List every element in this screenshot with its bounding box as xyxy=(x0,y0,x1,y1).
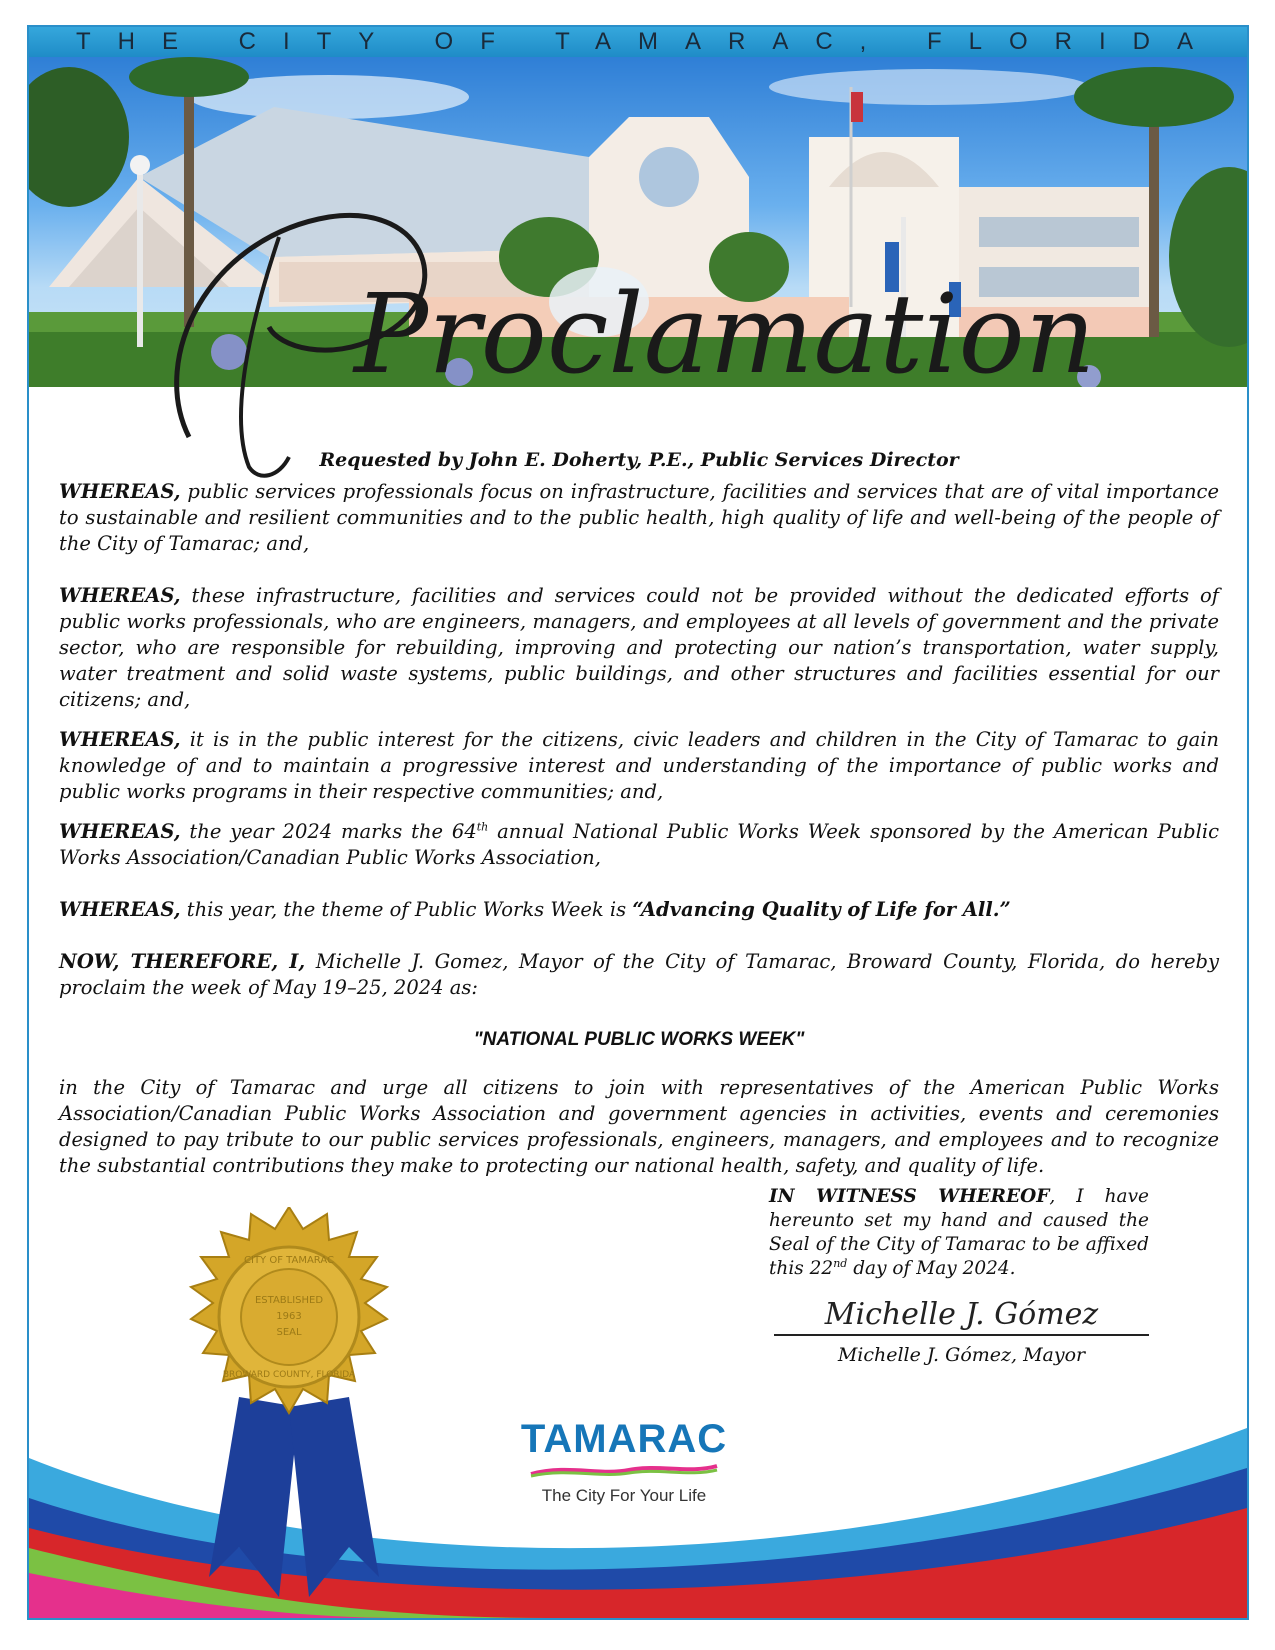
seal-center-line-2: 1963 xyxy=(276,1311,302,1322)
proclamation-text: Proclamation xyxy=(354,270,1096,398)
witness-label: IN WITNESS WHEREOF xyxy=(769,1186,1050,1207)
witness-text: , I have hereunto set my hand and caused the Seal of the City of Tamarac to be affixed this 22 xyxy=(769,1186,1149,1279)
ordinal-suffix: th xyxy=(476,820,489,834)
paragraph-text: public services professionals focus on infrastructure, facilities and services that are of vital importance to sustainable and resilient communities and to the public health, high quality of life and well-being of the people of the City of Tamarac; and, xyxy=(59,480,1219,555)
theme-text: “Advancing Quality of Life for All.” xyxy=(632,898,1011,921)
proclamation-script-title xyxy=(129,177,1229,487)
seal-center-line-3: SEAL xyxy=(276,1327,302,1338)
paragraph-text: Michelle J. Gomez, Mayor of the City of Tamarac, Broward County, Florida, do hereby proclaim the week of May 19–25, 2024 as: xyxy=(59,950,1219,999)
paragraph-text: this year, the theme of Public Works Week is xyxy=(186,898,627,921)
whereas-paragraph-4 xyxy=(59,819,1219,871)
whereas-paragraph-2 xyxy=(59,583,1219,713)
whereas-label: WHEREAS, xyxy=(59,584,181,607)
closing-paragraph: in the City of Tamarac and urge all citizens to join with representatives of the American Public Works Association/Canadian Public Works Association and government agencies in activities, events and ceremonies designed to pay tribute to our public services professionals, engineers, managers, and employees and to recognize the substantial contributions they make to protecting our national health, safety, and quality of life. xyxy=(59,1076,1219,1177)
city-seal xyxy=(169,1207,409,1607)
ordinal-suffix: nd xyxy=(833,1256,848,1270)
title-banner xyxy=(29,27,1247,57)
whereas-label: WHEREAS, xyxy=(59,728,181,751)
witness-text: day of May 2024. xyxy=(847,1258,1016,1279)
whereas-label: WHEREAS, xyxy=(59,898,181,921)
city-title: THE CITY OF TAMARAC, FLORIDA xyxy=(75,28,1221,55)
paragraph-text: the year 2024 marks the 64 xyxy=(189,820,477,843)
now-therefore-paragraph xyxy=(59,949,1219,1001)
seal-top-text: CITY OF TAMARAC xyxy=(244,1255,334,1266)
proclamation-body xyxy=(59,447,1219,1193)
mayor-name: Michelle J. Gómez, Mayor xyxy=(837,1344,1086,1366)
now-therefore-label: NOW, THEREFORE, I, xyxy=(59,950,306,973)
logo-wordmark: TAMARAC xyxy=(520,1417,728,1461)
mayor-signature: Michelle J. Gómez xyxy=(774,1297,1149,1336)
whereas-paragraph-1 xyxy=(59,479,1219,557)
witness-block xyxy=(769,1185,1149,1281)
logo-tagline: The City For Your Life xyxy=(541,1486,707,1505)
tamarac-logo xyxy=(509,1417,739,1506)
paragraph-text: annual National Public Works Week sponsored by the American Public Works Association/Canadian Public Works Association, xyxy=(59,820,1219,869)
whereas-label: WHEREAS, xyxy=(59,820,181,843)
whereas-paragraph-3 xyxy=(59,727,1219,805)
whereas-label: WHEREAS, xyxy=(59,480,181,503)
whereas-paragraph-5 xyxy=(59,897,1219,923)
proclamation-frame xyxy=(27,25,1249,1620)
logo-wave-icon xyxy=(529,1462,719,1478)
seal-bottom-text: BROWARD COUNTY, FLORIDA xyxy=(222,1370,356,1380)
paragraph-text: it is in the public interest for the citizens, civic leaders and children in the City of Tamarac to gain knowledge of and to maintain a progressive interest and understanding of the importance of public works and public works programs in their respective communities; and, xyxy=(59,728,1219,803)
signature-block xyxy=(774,1297,1149,1366)
paragraph-text: these infrastructure, facilities and services could not be provided without the dedicated efforts of public works professionals, who are engineers, managers, and employees at all levels of government and the private sector, who are responsible for rebuilding, improving and protecting our nation’s transportation, water supply, water treatment and solid waste systems, public buildings, and other structures and facilities essential for our citizens; and, xyxy=(59,584,1219,711)
national-public-works-week-title: "NATIONAL PUBLIC WORKS WEEK" xyxy=(473,1029,805,1050)
requested-by: Requested by John E. Doherty, P.E., Public Services Director xyxy=(319,449,959,471)
seal-center-line-1: ESTABLISHED xyxy=(254,1295,324,1306)
